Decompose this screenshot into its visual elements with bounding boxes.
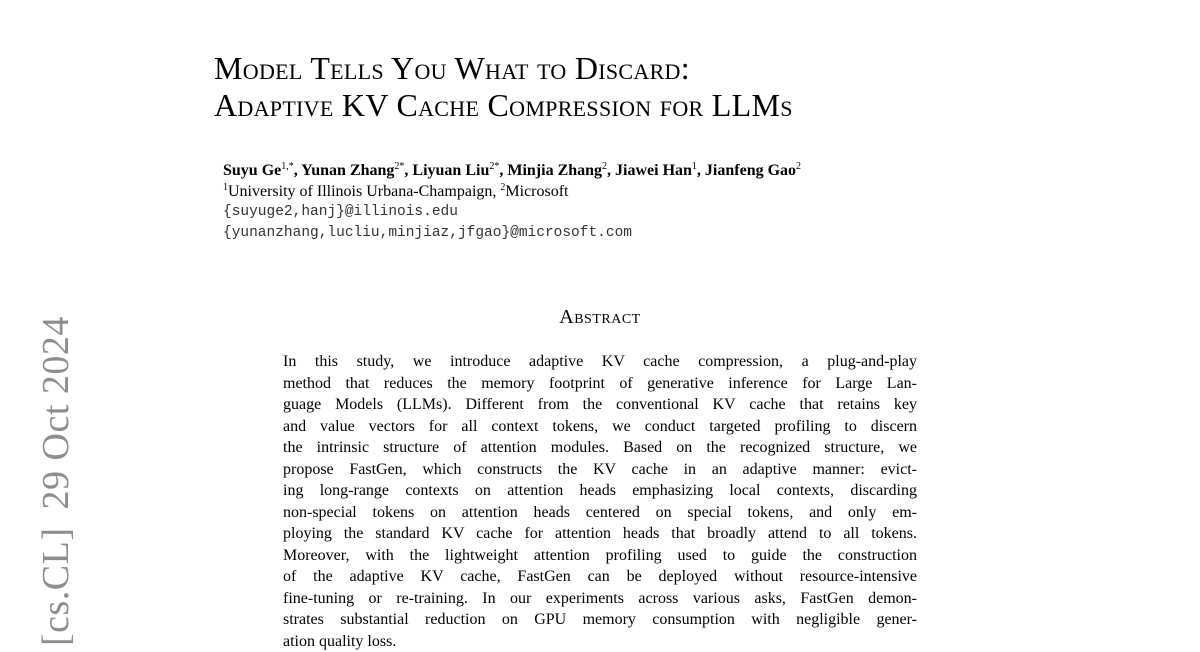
arxiv-category: [cs.CL] bbox=[35, 527, 77, 646]
abstract-line: fine-tuning or re-training. In our experiments across various asks, FastGen demon- bbox=[283, 588, 917, 610]
author-block bbox=[223, 160, 801, 244]
abstract-line: ation quality loss. bbox=[283, 631, 917, 652]
author-name: Yunan Zhang bbox=[301, 162, 394, 179]
abstract-line: In this study, we introduce adaptive KV cache compression, a plug-and-play bbox=[283, 351, 917, 373]
author-name: Suyu Ge bbox=[223, 162, 281, 179]
author-names: Suyu $Ge^{1,*}$, Yunan Zhang$^{2*}$, Liyuan Liu$^{2*}$, Minjia Zhang$^2$, Jiawei Han$^1$, Jianfeng Gao$^2$ bbox=[223, 160, 801, 181]
title-line-1: Model Tells You What to Discard: bbox=[214, 50, 793, 87]
abstract-line: method that reduces the memory footprint of generative inference for Large Lan- bbox=[283, 373, 917, 395]
title-line-2: Adaptive KV Cache Compression for LLMs bbox=[214, 87, 793, 124]
email-illinois: {suyuge2,hanj}@illinois.edu bbox=[223, 202, 801, 223]
abstract-line: guage Models (LLMs). Different from the conventional KV cache that retains key bbox=[283, 394, 917, 416]
email-microsoft: {yunanzhang,lucliu,minjiaz,jfgao}@microsoft.com bbox=[223, 223, 801, 244]
author-name: Jianfeng Gao bbox=[705, 162, 796, 179]
author-superscript: 2 bbox=[602, 161, 607, 172]
abstract-body bbox=[283, 351, 917, 652]
abstract-line: Moreover, with the lightweight attention profiling used to guide the construction bbox=[283, 545, 917, 567]
abstract-line: strates substantial reduction on GPU memory consumption with negligible gener- bbox=[283, 609, 917, 631]
abstract-line: non-special tokens on attention heads centered on special tokens, and only em- bbox=[283, 502, 917, 524]
affiliation-microsoft: Microsoft bbox=[505, 183, 568, 200]
arxiv-side-stamp bbox=[34, 316, 78, 646]
author-name: Liyuan Liu bbox=[412, 162, 489, 179]
author-superscript: 2* bbox=[489, 161, 499, 172]
paper-title bbox=[214, 50, 793, 124]
abstract-line: ing long-range contexts on attention heads emphasizing local contexts, discarding bbox=[283, 480, 917, 502]
author-superscript: 1 bbox=[692, 161, 697, 172]
abstract-line: ploying the standard KV cache for attention heads that broadly attend to all tokens. bbox=[283, 523, 917, 545]
author-name: Minjia Zhang bbox=[507, 162, 602, 179]
abstract-line: and value vectors for all context tokens, we conduct targeted profiling to discern bbox=[283, 416, 917, 438]
abstract-line: of the adaptive KV cache, FastGen can be deployed without resource-intensive bbox=[283, 566, 917, 588]
affiliations: $^1$University of Illinois Urbana-Champaign, $^2$Microsoft bbox=[223, 181, 801, 202]
abstract-line: propose FastGen, which constructs the KV cache in an adaptive manner: evict- bbox=[283, 459, 917, 481]
author-superscript: 2 bbox=[796, 161, 801, 172]
author-superscript: 2* bbox=[394, 161, 404, 172]
author-superscript: 1,* bbox=[281, 161, 294, 172]
author-name: Jiawei Han bbox=[615, 162, 692, 179]
abstract-line: the intrinsic structure of attention modules. Based on the recognized structure, we bbox=[283, 437, 917, 459]
arxiv-date: 29 Oct 2024 bbox=[35, 316, 77, 509]
abstract-heading: Abstract bbox=[0, 306, 1200, 329]
affiliation-illinois: University of Illinois Urbana-Champaign, bbox=[228, 183, 496, 200]
